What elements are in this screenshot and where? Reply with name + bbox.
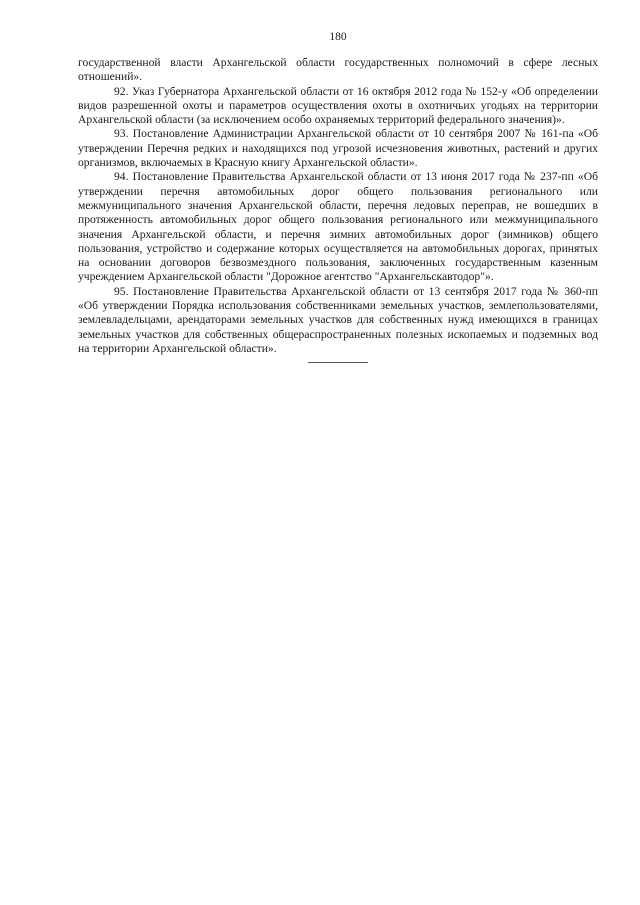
paragraph-item-94: 94. Постановление Правительства Архангельской области от 13 июня 2017 года № 237-пп «Об утверждении перечня автомобильных дорог общего пользования регионального или межмуниципального значения Архангельской области, перечня ледовых переправ, не вошедших в протяженность автомобильных дорог общего пользования регионального или межмуниципального значения Архангельской области, и перечня зимних автомобильных дорог (зимников) общего пользования, устройство и содержание которых осуществляется на автомобильных дорогах, принятых на основании договоров безвозмездного пользования, заключенных государственным казенным учреждением Архангельской области "Дорожное агентство "Архангельскавтодор"». xyxy=(78,170,598,284)
page-number: 180 xyxy=(329,31,347,43)
end-divider xyxy=(308,362,368,363)
paragraph-item-92: 92. Указ Губернатора Архангельской области от 16 октября 2012 года № 152-у «Об определении видов разрешенной охоты и параметров осуществления охоты в охотничьих угодьях на территории Архангельской области (за исключением особо охраняемых территорий федерального значения)». xyxy=(78,84,598,127)
document-page xyxy=(78,30,598,363)
paragraph-continuation: государственной власти Архангельской области государственных полномочий в сфере лесных отношений». xyxy=(78,56,598,84)
paragraph-item-93: 93. Постановление Администрации Архангельской области от 10 сентября 2007 № 161-па «Об утверждении Перечня редких и находящихся под угрозой исчезновения животных, растений и других организмов, включаемых в Красную книгу Архангельской области». xyxy=(78,127,598,170)
paragraph-item-95: 95. Постановление Правительства Архангельской области от 13 сентября 2017 года № 360-пп «Об утверждении Порядка использования собственниками земельных участков, землепользователями, землевладельцами, арендаторами земельных участков для собственных нужд имеющихся в границах земельных участков для собственных общераспространенных полезных ископаемых и подземных вод на территории Архангельской области». xyxy=(78,284,598,355)
